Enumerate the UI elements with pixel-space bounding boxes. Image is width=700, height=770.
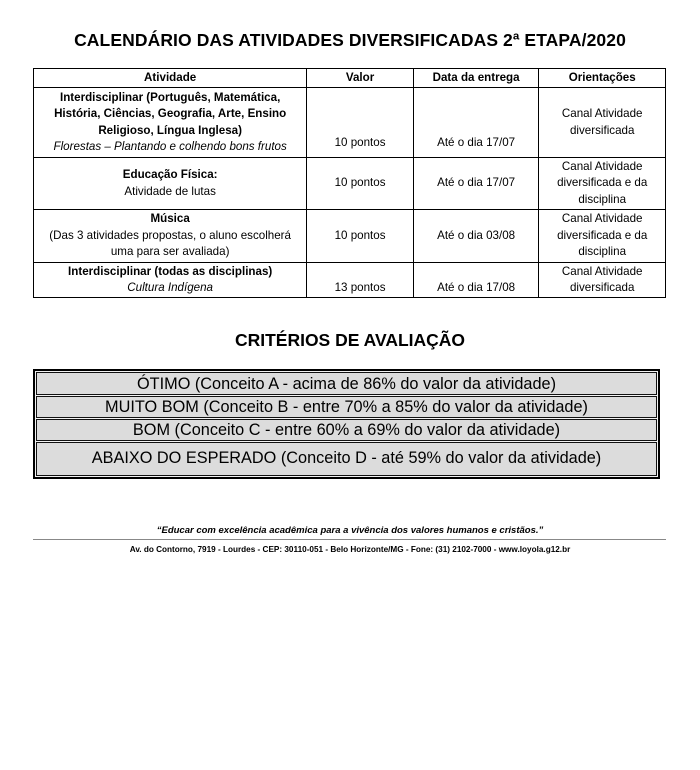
value-cell: 10 pontos bbox=[307, 88, 414, 158]
table-row bbox=[34, 263, 666, 298]
criteria-item-b: MUITO BOM (Conceito B - entre 70% a 85% do valor da atividade) bbox=[36, 396, 657, 418]
guidance-cell: Canal Atividade diversificada e da disciplina bbox=[539, 158, 666, 210]
guidance-cell: Canal Atividade diversificada bbox=[539, 263, 666, 298]
footer-address: Av. do Contorno, 7919 - Lourdes - CEP: 30110-051 - Belo Horizonte/MG - Fone: (31) 2102-7000 - www.loyola.g12.br bbox=[129, 545, 571, 554]
date-cell: Até o dia 17/08 bbox=[413, 263, 539, 298]
criteria-title: CRITÉRIOS DE AVALIAÇÃO bbox=[234, 330, 466, 350]
header-activity: Atividade bbox=[34, 69, 307, 88]
criteria-item-c: BOM (Conceito C - entre 60% a 69% do valor da atividade) bbox=[36, 419, 657, 441]
header-guidance: Orientações bbox=[539, 69, 666, 88]
guidance-cell: Canal Atividade diversificada bbox=[539, 88, 666, 158]
header-date: Data da entrega bbox=[413, 69, 539, 88]
page-title: CALENDÁRIO DAS ATIVIDADES DIVERSIFICADAS 2ª ETAPA/2020 bbox=[74, 30, 626, 50]
date-cell: Até o dia 03/08 bbox=[413, 210, 539, 263]
date-cell: Até o dia 17/07 bbox=[413, 158, 539, 210]
activity-cell bbox=[34, 88, 307, 158]
table-row bbox=[34, 158, 666, 210]
activity-theme: Cultura Indígena bbox=[127, 281, 214, 294]
header-value: Valor bbox=[307, 69, 414, 88]
activity-theme: Florestas – Plantando e colhendo bons frutos bbox=[53, 140, 287, 153]
activity-title: Música bbox=[150, 212, 190, 226]
guidance-cell: Canal Atividade diversificada e da disciplina bbox=[539, 210, 666, 263]
footer-divider bbox=[33, 539, 666, 540]
footer-motto: “Educar com excelência acadêmica para a vivência dos valores humanos e cristãos.” bbox=[156, 525, 544, 536]
criteria-box bbox=[33, 369, 660, 479]
activity-description: (Das 3 atividades propostas, o aluno escolherá uma para ser avaliada) bbox=[49, 228, 291, 259]
table-header-row bbox=[34, 69, 666, 88]
table-row bbox=[34, 210, 666, 263]
date-cell: Até o dia 17/07 bbox=[413, 88, 539, 158]
value-cell: 10 pontos bbox=[307, 210, 414, 263]
activity-cell bbox=[34, 210, 307, 263]
activity-title: Interdisciplinar (Português, Matemática, História, Ciências, Geografia, Arte, Ensino Religioso, Língua Inglesa) bbox=[54, 90, 287, 137]
activity-title: Interdisciplinar (todas as disciplinas) bbox=[68, 264, 273, 278]
criteria-item-a: ÓTIMO (Conceito A - acima de 86% do valor da atividade) bbox=[36, 372, 657, 395]
table-row bbox=[34, 88, 666, 158]
value-cell: 13 pontos bbox=[307, 263, 414, 298]
activity-cell bbox=[34, 263, 307, 298]
activities-table bbox=[33, 68, 666, 298]
activity-description: Atividade de lutas bbox=[124, 184, 216, 198]
activity-title: Educação Física: bbox=[122, 168, 218, 181]
value-cell: 10 pontos bbox=[307, 158, 414, 210]
criteria-item-d: ABAIXO DO ESPERADO (Conceito D - até 59% do valor da atividade) bbox=[36, 442, 657, 476]
activity-cell bbox=[34, 158, 307, 210]
